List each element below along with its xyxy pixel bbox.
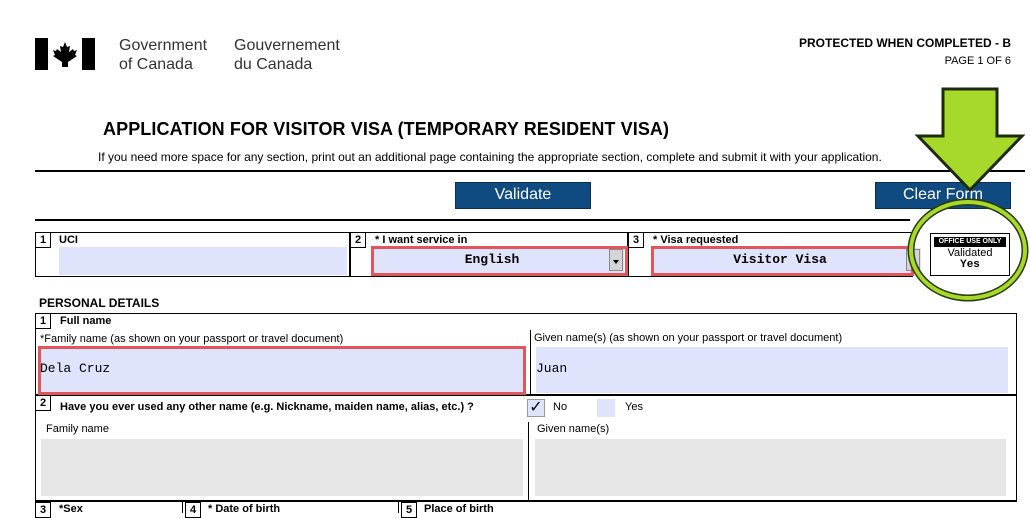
- divider-buttons: [35, 219, 910, 221]
- given-name-value: Juan: [536, 361, 568, 376]
- gov-fr-line1: Gouvernement: [234, 37, 340, 54]
- given-name-input[interactable]: [536, 347, 1008, 393]
- visa-value: Visitor Visa: [733, 252, 827, 267]
- service-value: English: [464, 252, 520, 267]
- uci-box: [35, 232, 350, 277]
- field-number: 2: [35, 395, 51, 411]
- no-label: No: [553, 401, 568, 413]
- uci-label: UCI: [59, 234, 78, 246]
- bottom-row: [35, 501, 1017, 516]
- uci-input[interactable]: [59, 247, 347, 275]
- validated-label: Validated: [947, 247, 993, 259]
- other-given-input[interactable]: [535, 439, 1006, 496]
- personal-details-heading: PERSONAL DETAILS: [39, 296, 160, 310]
- canada-flag-logo: [35, 38, 95, 70]
- field-number: 3: [628, 232, 644, 248]
- sex-label: *Sex: [59, 503, 83, 515]
- check-icon: ✓: [529, 399, 543, 416]
- yes-label: Yes: [625, 401, 643, 413]
- gov-fr-wordmark: [234, 36, 340, 74]
- form-title: APPLICATION FOR VISITOR VISA (TEMPORARY RESIDENT VISA): [103, 119, 670, 139]
- green-arrow-annotation: [905, 86, 1029, 302]
- family-name-label: *Family name (as shown on your passport or travel document): [40, 333, 344, 345]
- family-name-highlight: [38, 346, 526, 395]
- validate-button[interactable]: Validate: [455, 182, 591, 209]
- field-number: 2: [350, 232, 366, 248]
- place-of-birth-label: Place of birth: [424, 503, 494, 515]
- validated-value: Yes: [960, 259, 980, 271]
- other-name-question: Have you ever used any other name (e.g. Nickname, maiden name, alias, etc.) ?: [60, 401, 474, 413]
- gov-en-line1: Government: [119, 37, 208, 54]
- clear-form-button[interactable]: Clear Form: [875, 182, 1011, 209]
- other-family-input[interactable]: [41, 439, 523, 496]
- other-given-label: Given name(s): [537, 423, 610, 435]
- service-label: * I want service in: [375, 234, 468, 246]
- given-name-label: Given name(s) (as shown on your passport or travel document): [534, 332, 843, 344]
- full-name-label: Full name: [60, 315, 112, 327]
- field-number: 3: [35, 502, 51, 518]
- field-number: 5: [401, 502, 417, 518]
- field-number: 1: [35, 313, 51, 329]
- dob-label: * Date of birth: [208, 503, 281, 515]
- visa-highlight: [651, 246, 914, 276]
- gov-en-wordmark: [119, 36, 207, 74]
- column-divider: [528, 422, 529, 502]
- other-name-box: [35, 395, 1017, 501]
- family-name-value: Dela Cruz: [40, 361, 111, 376]
- form-subtitle: If you need more space for any section, print out an additional page containing the appropriate section, complete and submit it with your application.: [98, 150, 882, 164]
- divider-top: [35, 170, 1025, 172]
- other-family-label: Family name: [46, 423, 109, 435]
- field-number: 1: [35, 232, 51, 248]
- field-number: 4: [185, 502, 201, 518]
- service-highlight: [371, 246, 628, 276]
- column-divider: [530, 330, 531, 396]
- yes-checkbox[interactable]: [597, 399, 615, 417]
- no-checkbox[interactable]: [527, 399, 545, 417]
- visa-label: * Visa requested: [653, 234, 739, 246]
- column-divider: [398, 502, 399, 513]
- page-number: PAGE 1 OF 6: [944, 55, 1011, 67]
- protected-label: PROTECTED WHEN COMPLETED - B: [799, 36, 1011, 50]
- office-use-title: OFFICE USE ONLY: [934, 237, 1006, 247]
- gov-fr-line2: du Canada: [234, 56, 313, 73]
- column-divider: [182, 502, 183, 513]
- gov-en-line2: of Canada: [119, 56, 193, 73]
